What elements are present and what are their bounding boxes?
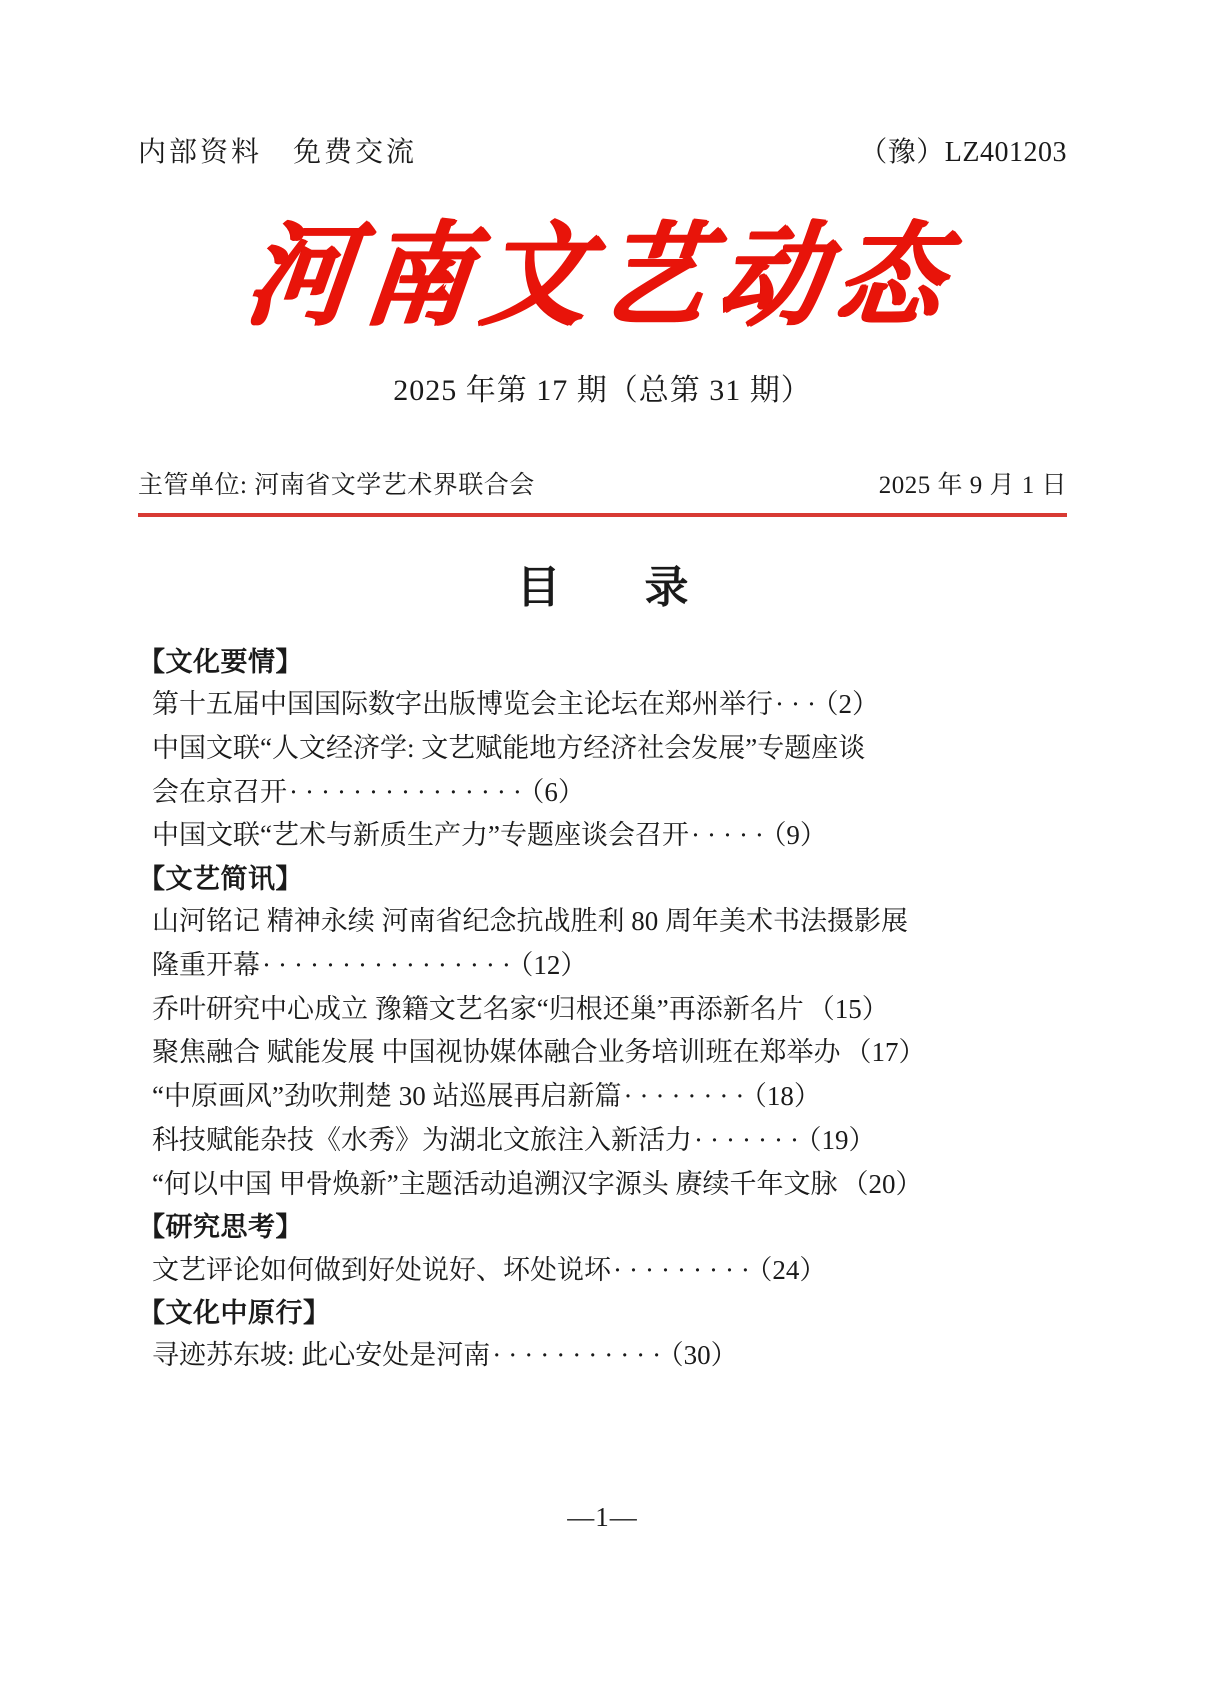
toc-page-number: （15） xyxy=(807,993,889,1024)
toc-entry[interactable] xyxy=(138,727,1067,814)
toc-leader-dots: ····· xyxy=(690,820,771,851)
toc-leader-dots: ··············· xyxy=(289,776,529,807)
toc-page-number: （9） xyxy=(772,820,827,851)
toc-entry[interactable] xyxy=(138,814,1067,858)
toc-entry[interactable] xyxy=(138,1075,1067,1119)
issue-number-line: 2025 年第 17 期（总第 31 期） xyxy=(393,374,812,407)
toc-page-number: （30） xyxy=(670,1340,738,1371)
toc-entry[interactable] xyxy=(138,900,1067,987)
publication-serial-number: （豫）LZ401203 xyxy=(859,137,1067,168)
toc-page-number: （2） xyxy=(824,689,879,720)
toc-entry[interactable] xyxy=(138,1249,1067,1293)
toc-section-heading: 【文化中原行】 xyxy=(138,1298,331,1329)
page-folio: —1— xyxy=(567,1502,638,1532)
toc-entry-title: 文艺评论如何做到好处说好、坏处说坏 xyxy=(152,1254,611,1285)
toc-section-heading: 【文艺简讯】 xyxy=(138,864,303,895)
toc-entry-title: 山河铭记 精神永续 河南省纪念抗战胜利 80 周年美术书法摄影展 xyxy=(152,906,908,937)
toc-page-number: （24） xyxy=(758,1254,827,1285)
toc-entry[interactable] xyxy=(138,988,1067,1032)
toc-leader-dots: ··········· xyxy=(492,1340,669,1371)
toc-title: 目 录 xyxy=(516,563,709,612)
red-divider-rule xyxy=(138,513,1067,517)
internal-material-note: 内部资料 免费交流 xyxy=(138,137,418,168)
masthead-title: 河南文艺动态 xyxy=(240,208,965,341)
toc-entry[interactable] xyxy=(138,1334,1067,1378)
toc-entry[interactable] xyxy=(138,1031,1067,1075)
toc-entry[interactable] xyxy=(138,683,1067,727)
toc-entry-title: 聚焦融合 赋能发展 中国视协媒体融合业务培训班在郑举办 xyxy=(152,1037,841,1068)
toc-page-number: （17） xyxy=(844,1037,926,1068)
toc-page-number: （18） xyxy=(753,1081,821,1112)
masthead xyxy=(138,208,1067,341)
toc-entry-title: 中国文联“艺术与新质生产力”专题座谈会召开 xyxy=(152,820,689,851)
toc-section-heading: 【文化要情】 xyxy=(138,647,303,677)
toc-entry-title: 第十五届中国国际数字出版博览会主论坛在郑州举行 xyxy=(152,689,773,720)
toc-entry-title-cont: 会在京召开 xyxy=(152,776,287,807)
toc-entry-title: “中原画风”劲吹荆楚 30 站巡展再启新篇 xyxy=(152,1081,622,1112)
toc-page-number: （6） xyxy=(530,776,585,807)
toc-entry-title: 寻迹苏东坡: 此心安处是河南 xyxy=(152,1340,491,1371)
toc-entry[interactable] xyxy=(138,1163,1067,1207)
toc-leader-dots: ················ xyxy=(262,949,518,980)
toc-section-heading: 【研究思考】 xyxy=(138,1212,303,1243)
toc-entry-title-cont: 隆重开幕 xyxy=(152,949,260,980)
toc-entry-title: 乔叶研究中心成立 豫籍文艺名家“归根还巢”再添新名片 xyxy=(152,993,804,1024)
toc-leader-dots: ······· xyxy=(694,1124,806,1155)
toc-leader-dots: ··· xyxy=(775,689,823,720)
toc-entry[interactable] xyxy=(138,1119,1067,1163)
supervising-unit: 主管单位: 河南省文学艺术界联合会 xyxy=(138,472,535,499)
toc-page-number: （12） xyxy=(519,949,588,980)
toc-leader-dots: ········ xyxy=(623,1081,752,1112)
toc-entry-title: “何以中国 甲骨焕新”主题活动追溯汉字源头 赓续千年文脉 xyxy=(152,1168,838,1199)
header-bar xyxy=(138,0,1067,170)
toc-page-number: （19） xyxy=(807,1124,876,1155)
publisher-bar xyxy=(138,465,1067,501)
toc-leader-dots: ········· xyxy=(613,1254,757,1285)
toc-entry-title: 科技赋能杂技《水秀》为湖北文旅注入新活力 xyxy=(152,1124,692,1155)
table-of-contents xyxy=(138,643,1067,1378)
toc-page-number: （20） xyxy=(841,1168,923,1199)
publication-date: 2025 年 9 月 1 日 xyxy=(878,472,1067,499)
toc-entry-title: 中国文联“人文经济学: 文艺赋能地方经济社会发展”专题座谈 xyxy=(152,732,866,763)
